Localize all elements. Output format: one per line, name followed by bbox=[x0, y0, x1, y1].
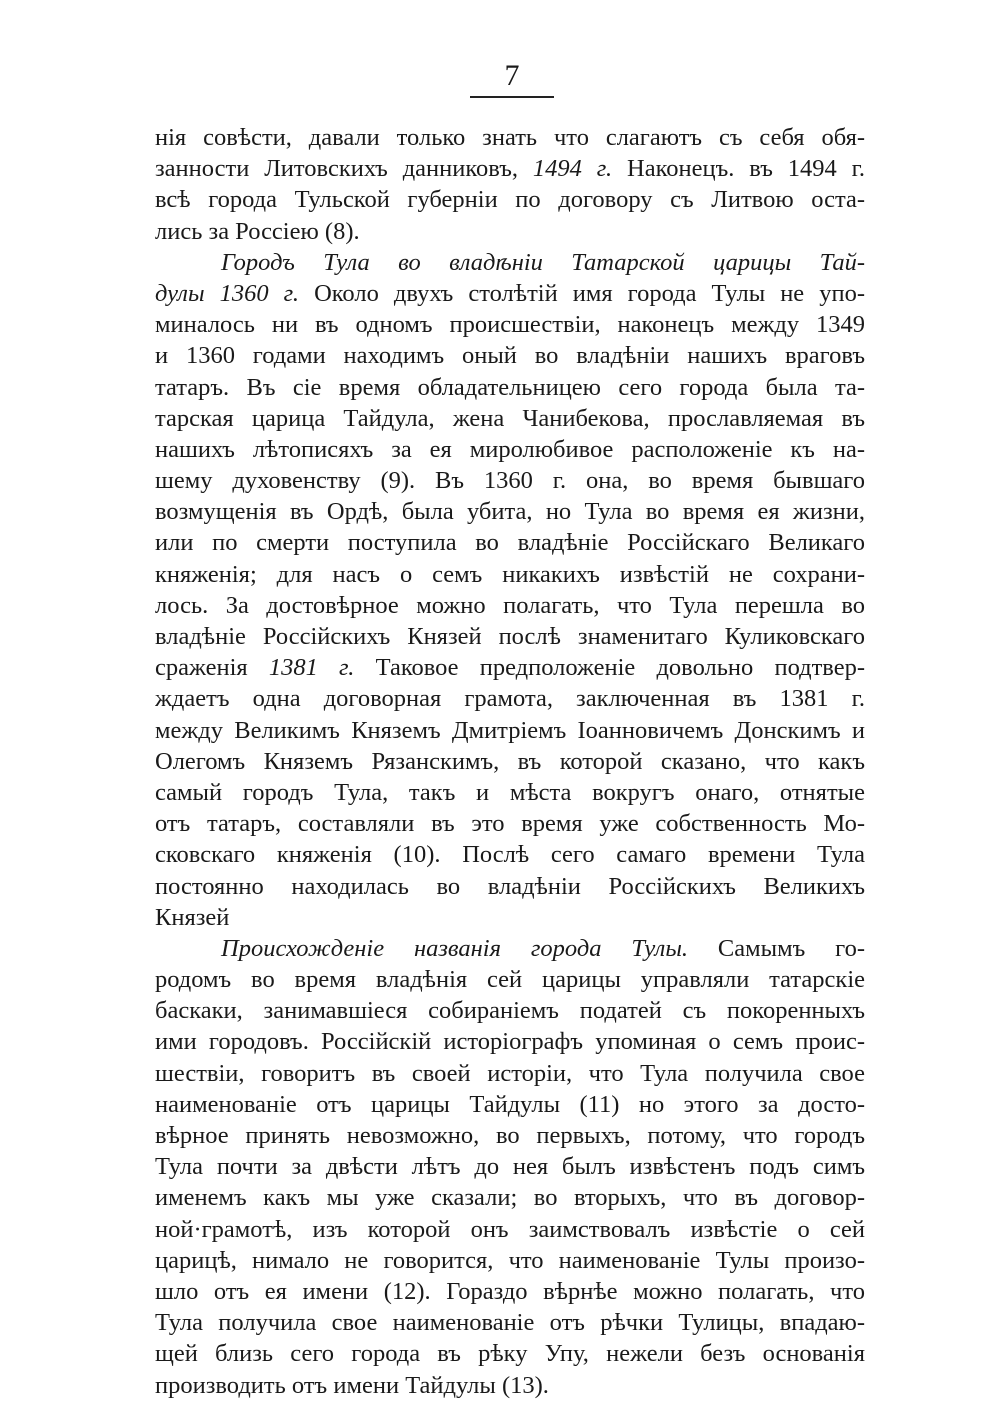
text-line: шло отъ ея имени (12). Гораздо вѣрнѣе можно полагать, что bbox=[155, 1277, 865, 1305]
text-line: царицѣ, нимало не говорится, что наименованіе Тулы произо- bbox=[155, 1246, 865, 1274]
text-line: тарская царица Тайдула, жена Чанибекова, прославляемая въ bbox=[155, 404, 865, 432]
text-line: наименованіе отъ царицы Тайдулы (11) но этого за досто- bbox=[155, 1090, 865, 1118]
text-segment: Самымъ го- bbox=[688, 934, 865, 962]
text-line: отъ татаръ, составляли въ это время уже собственность Мо- bbox=[155, 810, 865, 838]
text-line: между Великимъ Княземъ Дмитріемъ Іоанновичемъ Донскимъ и bbox=[155, 716, 865, 744]
text-line bbox=[155, 933, 865, 964]
text-line: родомъ во время владѣнія сей царицы управляли татарскіе bbox=[155, 966, 865, 994]
text-segment: занности Литовскихъ данниковъ, bbox=[155, 155, 533, 183]
text-line: лись за Россіею (8). bbox=[155, 217, 360, 245]
text-line: княженія; для насъ о семъ никакихъ извѣстій не сохрани- bbox=[155, 560, 865, 588]
text-segment: сраженія bbox=[155, 654, 269, 682]
page-number-rule bbox=[470, 96, 554, 98]
section-heading: Городъ Тула во владѣніи Татарской царицы Тай- bbox=[221, 248, 865, 276]
text-line: ждаетъ одна договорная грамота, заключенная въ 1381 г. bbox=[155, 685, 865, 713]
text-line: самый городъ Тула, такъ и мѣста вокругъ онаго, отнятые bbox=[155, 778, 865, 806]
text-line: именемъ какъ мы уже сказали; во вторыхъ, что въ договор- bbox=[155, 1184, 865, 1212]
section-heading-cont: дулы 1360 г. bbox=[155, 279, 300, 307]
text-segment: Около двухъ столѣтій имя города Тулы не упо- bbox=[299, 279, 865, 307]
text-line: или по смерти поступила во владѣніе Россійскаго Великаго bbox=[155, 529, 865, 557]
body-text bbox=[155, 122, 865, 1401]
text-line: лось. За достовѣрное можно полагать, что Тула перешла во bbox=[155, 591, 865, 619]
text-line: Олегомъ Княземъ Рязанскимъ, въ которой сказано, что какъ bbox=[155, 747, 865, 775]
text-line: и 1360 годами находимъ оный во владѣніи нашихъ враговъ bbox=[155, 342, 865, 370]
text-line: ной·грамотѣ, изъ которой онъ заимствовалъ извѣстіе о сей bbox=[155, 1215, 865, 1243]
text-line: Тула почти за двѣсти лѣтъ до нея былъ извѣстенъ подъ симъ bbox=[155, 1153, 865, 1181]
text-line: ими городовъ. Россійскій исторіографъ упоминая о семъ проис- bbox=[155, 1028, 865, 1056]
text-line: нія совѣсти, давали только знать что слагаютъ съ себя обя- bbox=[155, 124, 865, 151]
italic-year: 1494 г. bbox=[532, 155, 613, 183]
text-line bbox=[155, 278, 865, 309]
text-line: вѣрное принять невозможно, во первыхъ, потому, что городъ bbox=[155, 1122, 865, 1149]
text-line: шему духовенству (9). Въ 1360 г. она, во время бывшаго bbox=[155, 467, 865, 495]
text-line: возмущенія въ Ордѣ, была убита, но Тула во время ея жизни, bbox=[155, 498, 865, 526]
text-line: баскаки, занимавшіеся собираніемъ податей съ покоренныхъ bbox=[155, 997, 865, 1025]
text-line: сковскаго княженія (10). Послѣ сего самаго времени Тула bbox=[155, 841, 865, 869]
text-line: щей близь сего города въ рѣку Упу, нежели безъ основанія bbox=[155, 1340, 865, 1368]
text-line bbox=[155, 652, 865, 683]
text-line: владѣніе Россійскихъ Князей послѣ знаменитаго Куликовскаго bbox=[155, 623, 865, 650]
page-number: 7 bbox=[504, 59, 520, 92]
text-line: постоянно находилась во владѣніи Россійскихъ Великихъ bbox=[155, 872, 865, 900]
text-segment: Таковое предположеніе довольно подтвер- bbox=[354, 654, 865, 682]
text-line: Тула получила свое наименованіе отъ рѣчки Тулицы, впадаю- bbox=[155, 1309, 865, 1337]
text-line: Князей bbox=[155, 903, 230, 931]
text-line: всѣ города Тульской губерніи по договору съ Литвою оста- bbox=[155, 186, 865, 214]
section-heading: Происхожденіе названія города Тулы. bbox=[221, 934, 689, 962]
text-line: производить отъ имени Тайдулы (13). bbox=[155, 1371, 549, 1399]
text-line bbox=[155, 153, 865, 184]
text-line: шествіи, говоритъ въ своей исторіи, что Тула получила свое bbox=[155, 1059, 865, 1087]
text-line: миналось ни въ одномъ происшествіи, наконецъ между 1349 bbox=[155, 311, 865, 339]
italic-year: 1381 г. bbox=[268, 654, 355, 682]
text-segment: Наконецъ. въ 1494 г. bbox=[612, 155, 865, 183]
text-line: татаръ. Въ сіе время обладательницею сего города была та- bbox=[155, 373, 865, 401]
text-line: нашихъ лѣтописяхъ за ея миролюбивое расположеніе къ на- bbox=[155, 435, 865, 463]
